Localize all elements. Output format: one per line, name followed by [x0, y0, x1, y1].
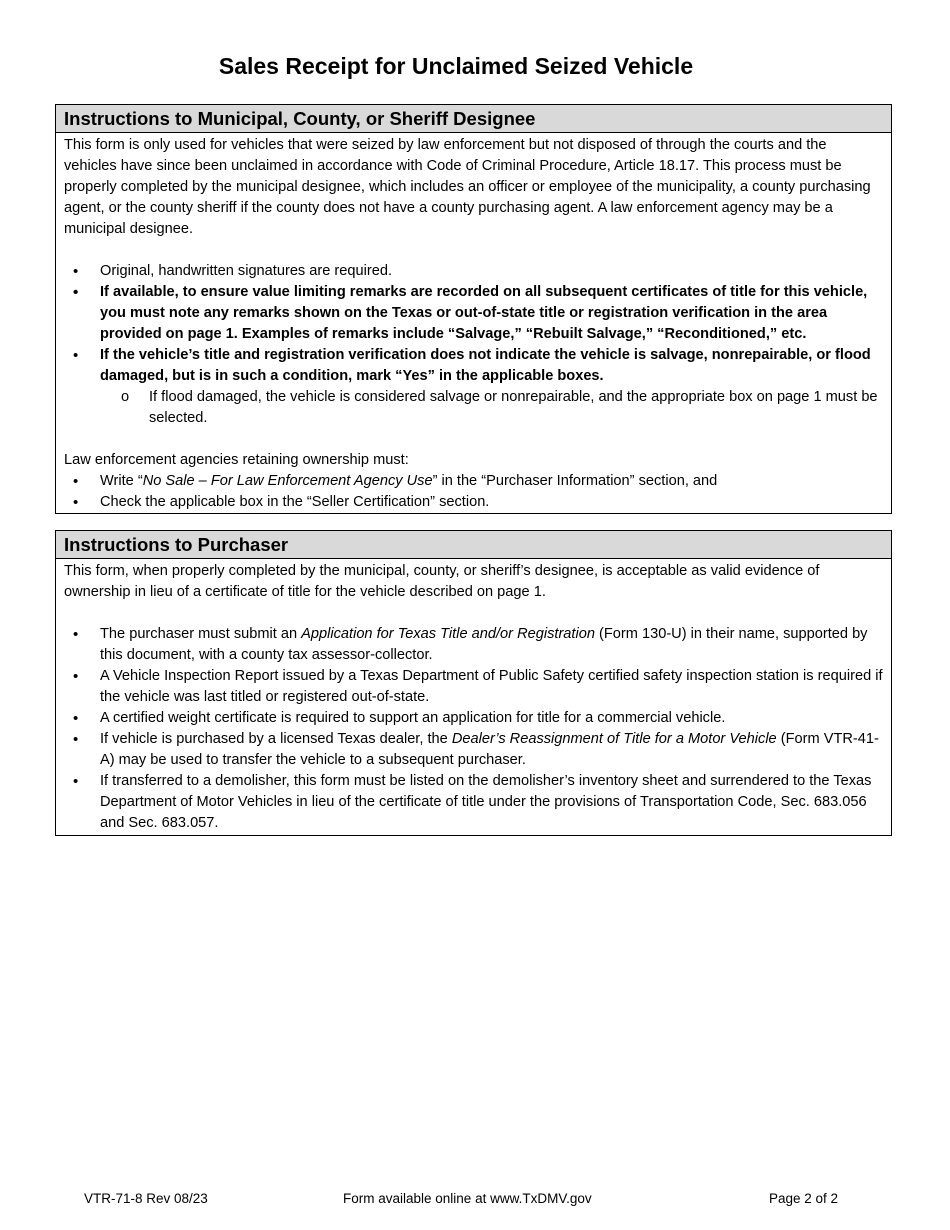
purchaser-bullet-dealer	[64, 729, 883, 771]
text-run: Write “	[100, 473, 143, 489]
purchaser-instructions-section	[55, 530, 892, 836]
designee-bullet-condition	[64, 345, 883, 429]
no-sale-phrase: No Sale – For Law Enforcement Agency Use	[142, 473, 433, 489]
retaining-bullet-no-sale	[64, 471, 883, 492]
spacer	[64, 240, 883, 261]
designee-intro-paragraph: This form is only used for vehicles that were seized by law enforcement but not disposed of through the courts and the vehicles have since been unclaimed in accordance with Code of Criminal Procedure, Article 18.17. This process must be properly completed by the municipal designee, which includes an officer or employee of the municipality, a county purchasing agent, or the county sheriff if the county does not have a county purchasing agent. A law enforcement agency may be a municipal designee.	[64, 137, 871, 237]
designee-section-body	[56, 133, 891, 513]
designee-sub-bullet-flood: o If flood damaged, the vehicle is considered salvage or nonrepairable, and the appropriate box on page 1 must be selected.	[100, 387, 883, 429]
text-run: The purchaser must submit an	[100, 626, 302, 642]
page-title: Sales Receipt for Unclaimed Seized Vehicle	[218, 53, 694, 79]
designee-bullet-remarks: • If available, to ensure value limiting remarks are recorded on all subsequent certificates of title for this vehicle, you must note any remarks shown on the Texas or out-of-state title or registration verification in the area provided on page 1. Examples of remarks include “Salvage,” “Rebuilt Salvage,” “Reconditioned,” etc.	[64, 282, 883, 345]
form-title-vtr41a: Dealer’s Reassignment of Title for a Motor Vehicle	[451, 731, 777, 747]
spacer	[64, 603, 883, 624]
page-number: Page 2 of 2	[769, 1191, 839, 1206]
online-availability: Form available online at www.TxDMV.gov	[343, 1191, 592, 1206]
retaining-ownership-list	[64, 471, 883, 513]
designee-bullet-list	[64, 261, 883, 429]
purchaser-bullet-demolisher: • If transferred to a demolisher, this form must be listed on the demolisher’s inventory sheet and surrendered to the Texas Department of Motor Vehicles in lieu of the certificate of title under the provisions of Transportation Code, Sec. 683.056 and Sec. 683.057.	[64, 771, 883, 834]
form-number: VTR-71-8 Rev 08/23	[84, 1191, 208, 1206]
spacer	[64, 429, 883, 450]
text-run: If vehicle is purchased by a licensed Texas dealer, the	[100, 731, 452, 747]
designee-instructions-section	[55, 104, 892, 514]
purchaser-section-header: Instructions to Purchaser	[56, 531, 891, 559]
purchaser-bullet-weight: • A certified weight certificate is required to support an application for title for a commercial vehicle.	[64, 708, 883, 729]
designee-section-header: Instructions to Municipal, County, or Sheriff Designee	[56, 105, 891, 133]
purchaser-intro-paragraph: This form, when properly completed by the municipal, county, or sheriff’s designee, is acceptable as valid evidence of ownership in lieu of a certificate of title for the vehicle described on page 1.	[64, 563, 820, 600]
designee-sub-bullet-list	[100, 387, 883, 429]
purchaser-bullet-inspection: • A Vehicle Inspection Report issued by a Texas Department of Public Safety certified safety inspection station is required if the vehicle was last titled or registered out-of-state.	[64, 666, 883, 708]
purchaser-section-body	[56, 559, 891, 834]
text-run: ” in the “Purchaser Information” section, and	[432, 473, 718, 489]
designee-bullet-condition-text: If the vehicle’s title and registration verification does not indicate the vehicle is salvage, nonrepairable, or flood damaged, but is in such a condition, mark “Yes” in the applicable boxes.	[100, 347, 871, 384]
designee-bullet-signatures: • Original, handwritten signatures are required.	[64, 261, 883, 282]
retaining-bullet-seller-certification: • Check the applicable box in the “Seller Certification” section.	[64, 492, 883, 513]
retaining-ownership-intro: Law enforcement agencies retaining ownership must:	[64, 452, 409, 468]
form-title-130u: Application for Texas Title and/or Registration	[301, 626, 595, 642]
purchaser-bullet-list	[64, 624, 883, 834]
text-run: (Form VTR-41-A) may be used to transfer the vehicle to a subsequent purchaser.	[100, 731, 879, 768]
purchaser-bullet-application	[64, 624, 883, 666]
text-run: (Form 130-U) in their name, supported by this document, with a county tax assessor-collector.	[100, 626, 868, 663]
